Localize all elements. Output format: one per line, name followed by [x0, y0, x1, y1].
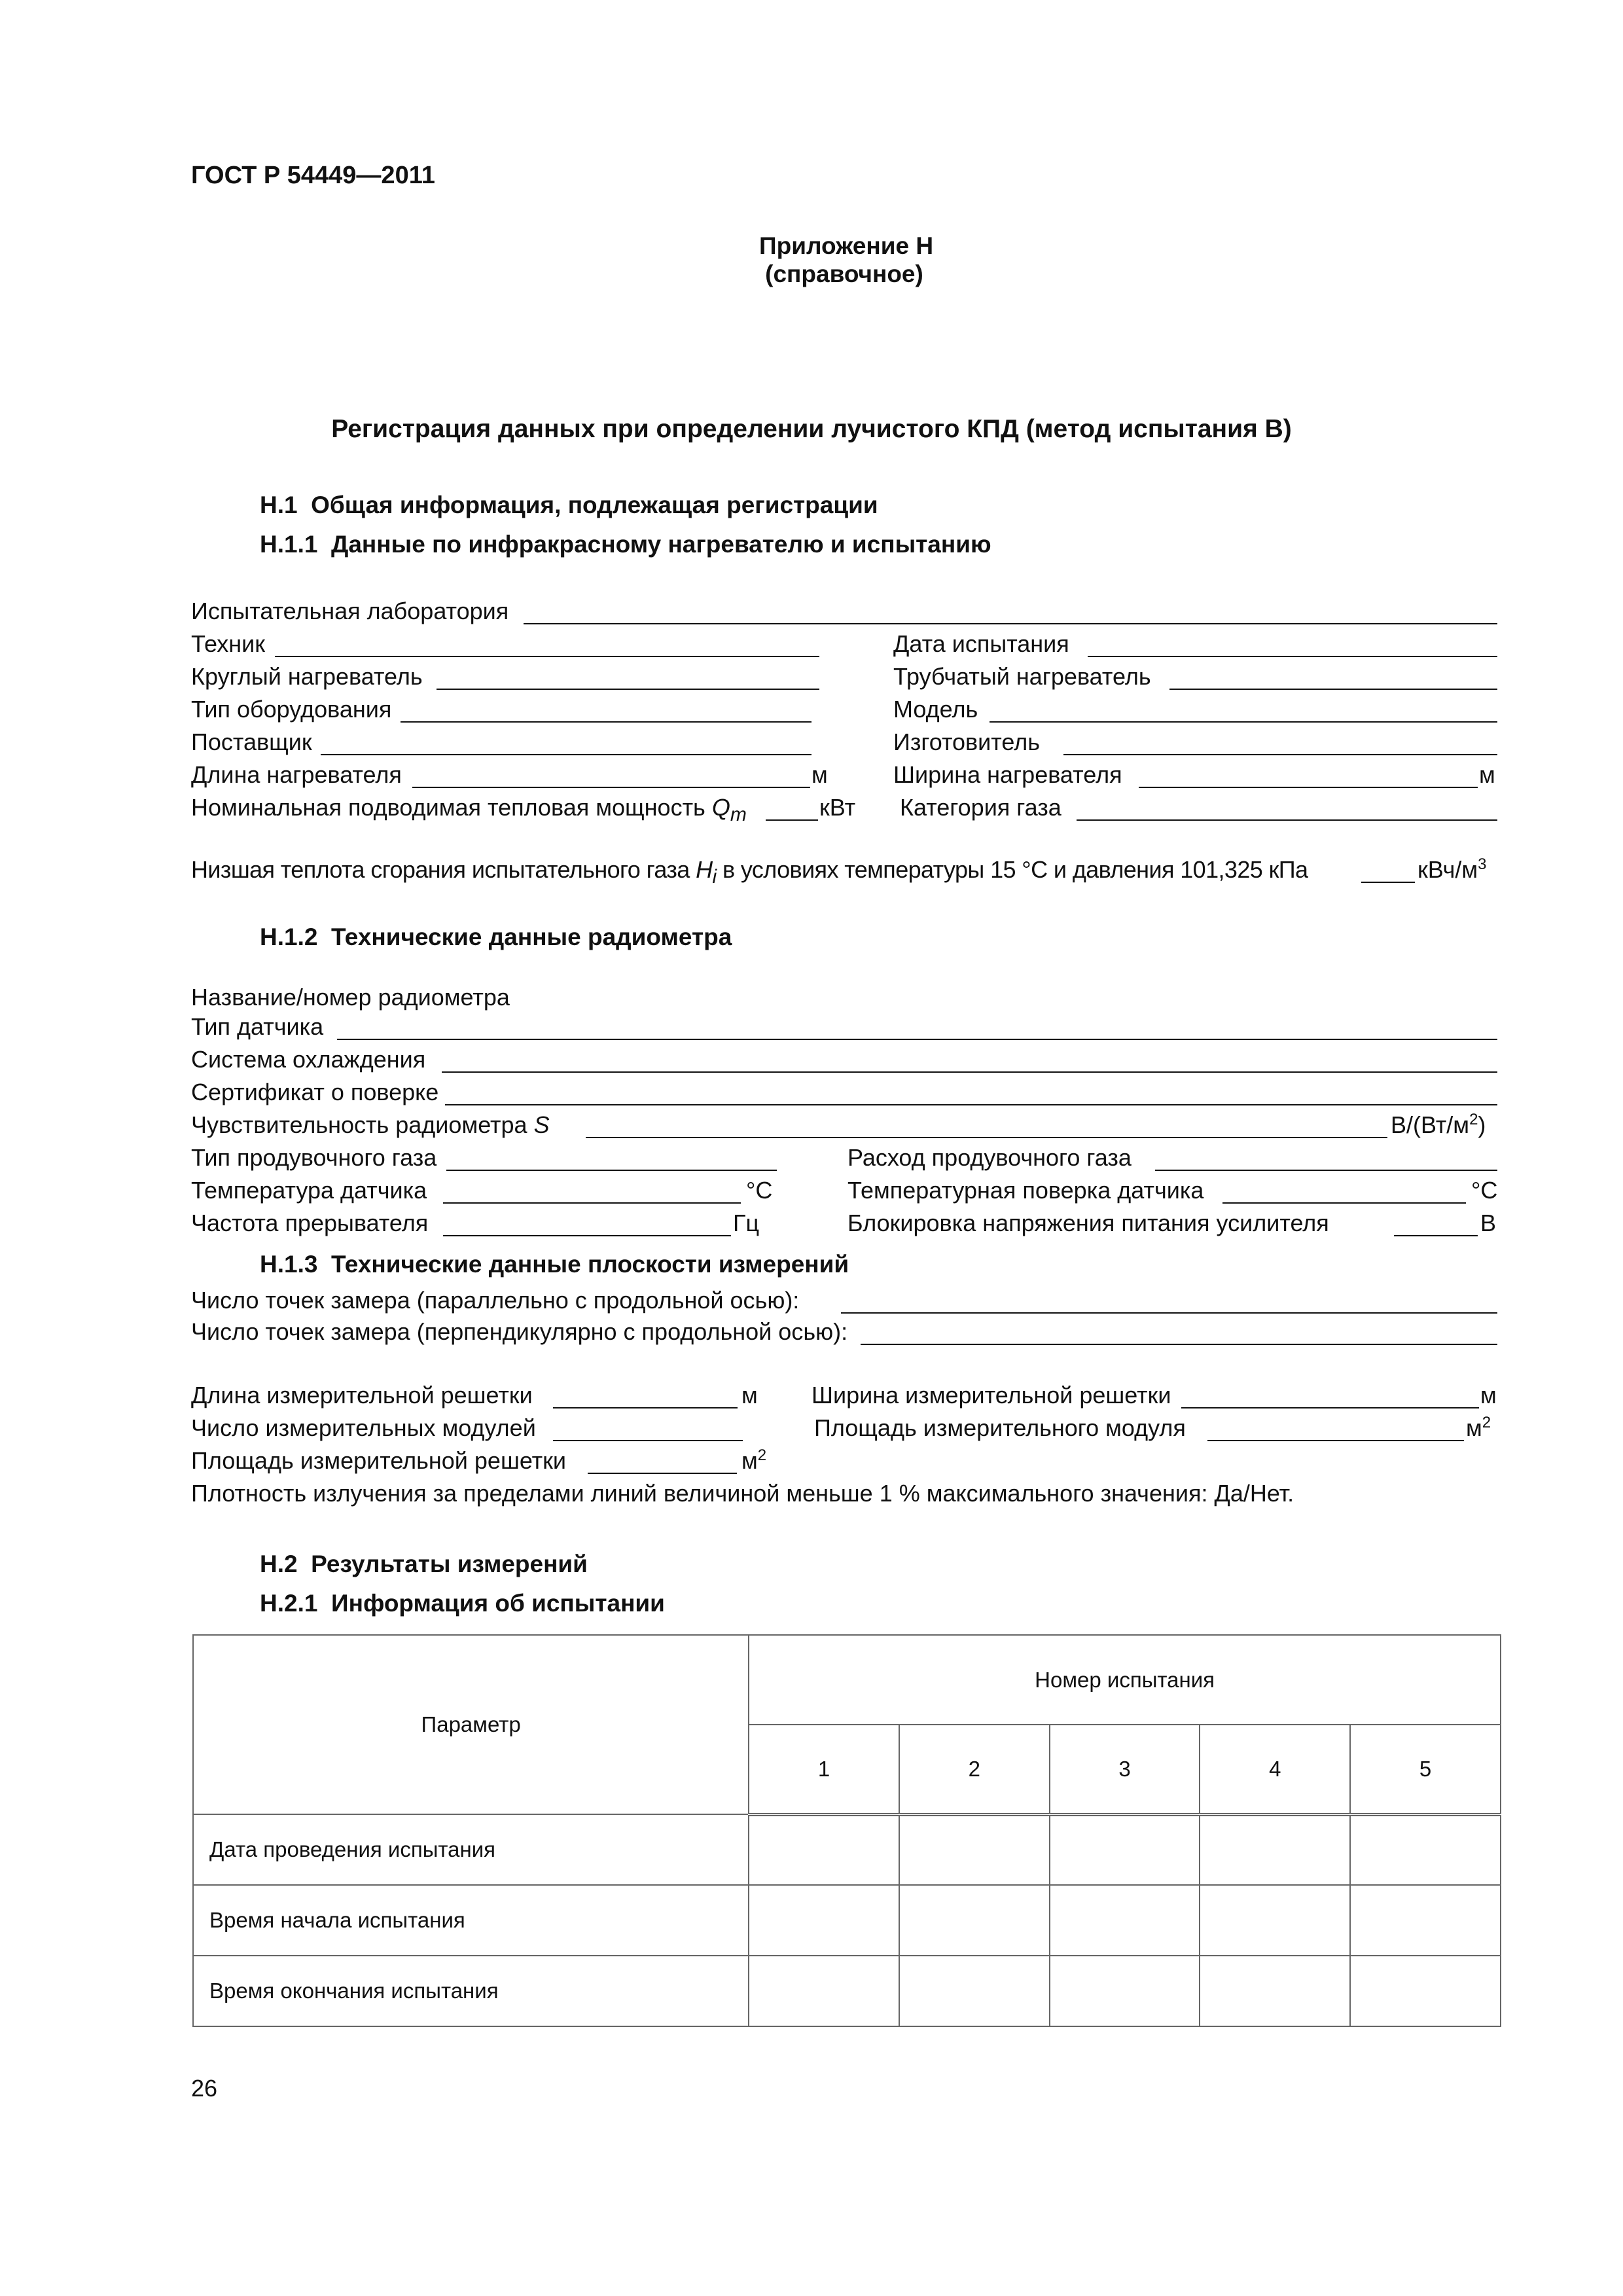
field-points-parallel-label: Число точек замера (параллельно с продольной осью):	[191, 1287, 800, 1314]
field-gas-category-label: Категория газа	[900, 794, 1061, 821]
table-header-row	[193, 1635, 1501, 1725]
table-cell[interactable]	[1350, 1885, 1501, 1956]
sensitivity-unit-sup: 2	[1469, 1111, 1478, 1128]
field-nominal-power-line[interactable]	[766, 819, 818, 821]
grid-area-unit-text: м	[741, 1447, 758, 1474]
table-cell[interactable]	[749, 1956, 899, 2026]
section-number: Н.1	[260, 492, 298, 518]
field-radiometer-name-label: Название/номер радиометра	[191, 984, 510, 1011]
nominal-power-symbol: Q	[711, 794, 730, 821]
field-cooling-system-line[interactable]	[442, 1071, 1497, 1073]
section-h12	[260, 923, 732, 952]
section-title: Технические данные плоскости измерений	[331, 1251, 849, 1278]
field-nominal-power-unit: кВт	[819, 794, 856, 821]
field-heater-length-unit: м	[812, 761, 828, 788]
sensitivity-unit-text: В/(Вт/м	[1391, 1111, 1470, 1138]
section-h2	[260, 1550, 588, 1579]
field-points-parallel-line[interactable]	[841, 1312, 1497, 1314]
field-gas-category-line[interactable]	[1077, 819, 1497, 821]
section-number: Н.2	[260, 1551, 298, 1577]
test-number-cell: 3	[1050, 1725, 1200, 1814]
table-cell[interactable]	[1350, 1956, 1501, 2026]
field-grid-length-label: Длина измерительной решетки	[191, 1382, 533, 1408]
field-purge-gas-flow-label: Расход продувочного газа	[847, 1144, 1132, 1171]
page-number: 26	[191, 2075, 218, 2102]
section-title: Информация об испытании	[331, 1590, 665, 1617]
table-cell[interactable]	[1200, 1814, 1350, 1885]
lhv-label-a: Низшая теплота сгорания испытательного газа	[191, 856, 690, 883]
lhv-unit-sup: 3	[1478, 855, 1487, 873]
field-round-heater-label: Круглый нагреватель	[191, 663, 423, 690]
field-chopper-freq-unit: Гц	[733, 1210, 760, 1236]
sensitivity-unit-close: )	[1478, 1111, 1486, 1138]
nominal-power-label: Номинальная подводимая тепловая мощность	[191, 794, 705, 821]
field-supplier-label: Поставщик	[191, 728, 312, 755]
field-amp-lock-label: Блокировка напряжения питания усилителя	[847, 1210, 1329, 1236]
field-module-area-line[interactable]	[1207, 1440, 1464, 1441]
field-lhv-line[interactable]	[1361, 882, 1415, 883]
row-param-label: Дата проведения испытания	[193, 1814, 749, 1885]
test-number-cell: 2	[899, 1725, 1050, 1814]
test-number-cell: 4	[1200, 1725, 1350, 1814]
sensitivity-symbol: S	[533, 1111, 550, 1138]
field-tube-heater-line[interactable]	[1169, 689, 1497, 690]
field-sensitivity-unit	[1391, 1111, 1486, 1139]
table-cell[interactable]	[899, 1956, 1050, 2026]
field-lab-line[interactable]	[524, 623, 1497, 624]
module-area-unit-text: м	[1466, 1414, 1482, 1441]
section-number: Н.1.2	[260, 924, 318, 950]
main-title: Регистрация данных при определении лучистого КПД (метод испытания В)	[331, 415, 1292, 443]
table-cell[interactable]	[749, 1814, 899, 1885]
field-heater-width-line[interactable]	[1139, 787, 1478, 788]
table-cell[interactable]	[899, 1814, 1050, 1885]
field-sensor-temp-cal-line[interactable]	[1222, 1202, 1466, 1204]
field-technician-label: Техник	[191, 630, 265, 657]
lhv-subscript: i	[712, 866, 717, 888]
field-technician-line[interactable]	[275, 656, 819, 657]
param-header: Параметр	[193, 1635, 749, 1814]
field-grid-length-unit: м	[741, 1382, 758, 1408]
field-lab-label: Испытательная лаборатория	[191, 598, 509, 624]
field-lhv-unit	[1418, 855, 1486, 884]
field-certificate-line[interactable]	[445, 1104, 1497, 1105]
field-test-date-label: Дата испытания	[893, 630, 1069, 657]
field-lhv	[191, 855, 1308, 891]
table-cell[interactable]	[1050, 1814, 1200, 1885]
table-row	[193, 1956, 1501, 2026]
field-sensor-temp-cal-unit: °С	[1471, 1177, 1498, 1204]
section-h13	[260, 1250, 849, 1279]
field-sensor-type-line[interactable]	[337, 1039, 1497, 1040]
field-nominal-power	[191, 793, 747, 829]
field-module-area-unit	[1466, 1414, 1491, 1443]
field-sensor-type-label: Тип датчика	[191, 1013, 324, 1040]
table-row	[193, 1885, 1501, 1956]
field-sensitivity-line[interactable]	[586, 1137, 1387, 1138]
field-equipment-type-label: Тип оборудования	[191, 696, 392, 723]
grid-area-unit-sup: 2	[757, 1446, 767, 1464]
field-purge-gas-type-line[interactable]	[446, 1170, 777, 1171]
field-module-count-line[interactable]	[553, 1440, 743, 1441]
field-amp-lock-unit: В	[1480, 1210, 1497, 1236]
field-heater-width-unit: м	[1479, 761, 1495, 788]
field-sensor-temp-unit: °С	[746, 1177, 773, 1204]
field-model-label: Модель	[893, 696, 978, 723]
field-sensor-temp-cal-label: Температурная поверка датчика	[847, 1177, 1204, 1204]
table-cell[interactable]	[899, 1885, 1050, 1956]
test-number-cell: 5	[1350, 1725, 1501, 1814]
module-area-unit-sup: 2	[1482, 1414, 1491, 1431]
table-cell[interactable]	[1200, 1885, 1350, 1956]
field-model-line[interactable]	[990, 721, 1497, 723]
section-number: Н.1.1	[260, 531, 318, 558]
field-chopper-freq-line[interactable]	[443, 1235, 731, 1236]
table-cell[interactable]	[1050, 1885, 1200, 1956]
field-sensor-temp-line[interactable]	[443, 1202, 741, 1204]
field-tube-heater-label: Трубчатый нагреватель	[893, 663, 1151, 690]
lhv-unit-text: кВч/м	[1418, 856, 1478, 883]
field-grid-width-line[interactable]	[1181, 1407, 1479, 1408]
field-manufacturer-label: Изготовитель	[893, 728, 1040, 755]
standard-header: ГОСТ Р 54449—2011	[191, 162, 435, 189]
test-number-header: Номер испытания	[749, 1635, 1501, 1725]
appendix-subtitle: (справочное)	[765, 260, 923, 287]
row-param-label: Время начала испытания	[193, 1885, 749, 1956]
field-sensor-temp-label: Температура датчика	[191, 1177, 427, 1204]
sensitivity-label: Чувствительность радиометра	[191, 1111, 527, 1138]
field-amp-lock-line[interactable]	[1394, 1235, 1478, 1236]
field-module-area-label: Площадь измерительного модуля	[814, 1414, 1186, 1441]
section-number: Н.2.1	[260, 1590, 318, 1617]
table-cell[interactable]	[1200, 1956, 1350, 2026]
field-chopper-freq-label: Частота прерывателя	[191, 1210, 429, 1236]
lhv-label-b: в условиях температуры 15 °С и давления 101,325 кПа	[722, 856, 1308, 883]
section-h11	[260, 530, 991, 559]
field-grid-width-label: Ширина измерительной решетки	[812, 1382, 1171, 1408]
section-title: Данные по инфракрасному нагревателю и испытанию	[331, 531, 991, 558]
field-test-date-line[interactable]	[1088, 656, 1497, 657]
field-manufacturer-line[interactable]	[1063, 754, 1497, 755]
section-number: Н.1.3	[260, 1251, 318, 1278]
table-row	[193, 1814, 1501, 1885]
table-cell[interactable]	[1050, 1956, 1200, 2026]
field-module-count-label: Число измерительных модулей	[191, 1414, 536, 1441]
field-cooling-system-label: Система охлаждения	[191, 1046, 426, 1073]
row-param-label: Время окончания испытания	[193, 1956, 749, 2026]
field-grid-length-line[interactable]	[553, 1407, 738, 1408]
table-cell[interactable]	[1350, 1814, 1501, 1885]
field-grid-area-line[interactable]	[588, 1473, 737, 1474]
results-table	[192, 1634, 1501, 2027]
field-round-heater-line[interactable]	[437, 689, 819, 690]
section-title: Результаты измерений	[311, 1551, 588, 1577]
table-cell[interactable]	[749, 1885, 899, 1956]
field-heater-length-line[interactable]	[412, 787, 810, 788]
field-heater-width-label: Ширина нагревателя	[893, 761, 1122, 788]
field-points-perpendicular-label: Число точек замера (перпендикулярно с продольной осью):	[191, 1318, 848, 1345]
field-certificate-label: Сертификат о поверке	[191, 1079, 439, 1105]
lhv-symbol: H	[696, 856, 713, 883]
section-title: Технические данные радиометра	[331, 924, 732, 950]
field-heater-length-label: Длина нагревателя	[191, 761, 402, 788]
appendix-title: Приложение Н	[759, 232, 934, 259]
field-points-perpendicular-line[interactable]	[861, 1344, 1497, 1345]
nominal-power-subscript: m	[730, 804, 747, 826]
field-grid-area-label: Площадь измерительной решетки	[191, 1447, 567, 1474]
section-h21	[260, 1589, 665, 1618]
section-title: Общая информация, подлежащая регистрации	[311, 492, 878, 518]
field-grid-width-unit: м	[1480, 1382, 1497, 1408]
section-h1	[260, 491, 878, 520]
field-purge-gas-flow-line[interactable]	[1155, 1170, 1497, 1171]
field-grid-area-unit	[741, 1446, 766, 1475]
field-sensitivity	[191, 1111, 550, 1139]
field-purge-gas-type-label: Тип продувочного газа	[191, 1144, 437, 1171]
test-number-cell: 1	[749, 1725, 899, 1814]
density-note: Плотность излучения за пределами линий величиной меньше 1 % максимального значения: Да/Нет.	[191, 1480, 1294, 1507]
field-supplier-line[interactable]	[321, 754, 812, 755]
field-equipment-type-line[interactable]	[401, 721, 812, 723]
